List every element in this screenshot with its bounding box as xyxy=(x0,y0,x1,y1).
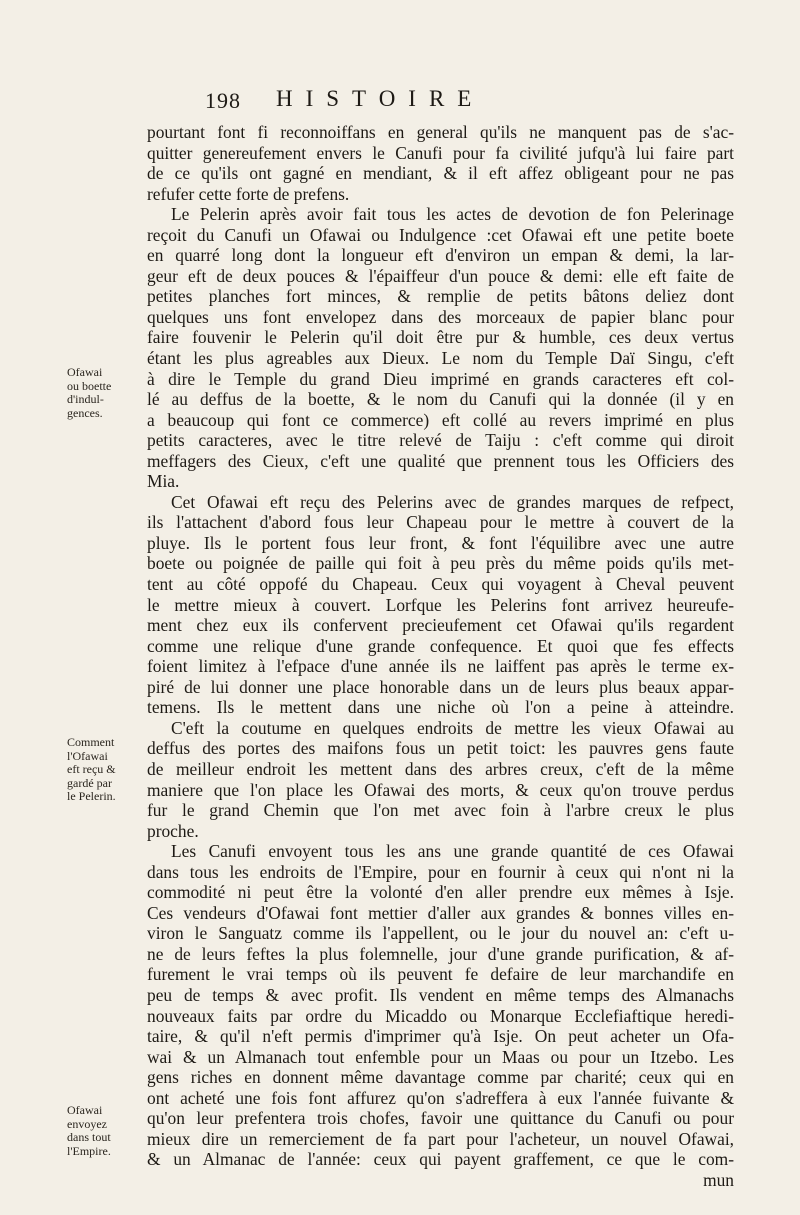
text-line: maniere que l'on place les Ofawai des morts, & ceux qu'on trouve perdus xyxy=(147,779,734,800)
page-number: 198 xyxy=(205,88,241,113)
text-line: faire fouvenir le Pelerin qu'il doit être pur & humble, ces deux vertus xyxy=(147,327,734,348)
text-line: Mia. xyxy=(147,471,180,492)
text-line: deffus des portes des maifons fous un petit toict: les pauvres gens faute xyxy=(147,738,734,759)
margin-note-line: gences. xyxy=(67,405,103,420)
text-line: à dire le Temple du grand Dieu imprimé en grands caracteres eft col- xyxy=(147,368,734,389)
margin-note-line: d'indul- xyxy=(67,392,104,406)
margin-note-line: Comment xyxy=(67,735,115,749)
text-line: mun xyxy=(703,1169,734,1190)
text-line: foient limitez à l'efpace d'une année ils ne laiffent pas après le terme ex- xyxy=(147,656,734,677)
margin-note-line: le Pelerin. xyxy=(67,789,116,803)
text-line: fur le grand Chemin que l'on met avec foin à l'arbre creux le plus xyxy=(147,800,734,821)
text-line: comme une relique d'une grande confequence. Et quoi que fes effects xyxy=(147,635,734,656)
text-line: piré de lui donner une place honorable dans un de leurs plus beaux appar- xyxy=(147,676,734,697)
margin-note-comment xyxy=(67,736,142,804)
text-line: petites planches fort minces, & remplie de petits bâtons deliez dont xyxy=(147,286,734,307)
text-line: Cet Ofawai eft reçu des Pelerins avec de grandes marques de refpect, xyxy=(171,491,734,512)
text-line: mieux dire un remerciement de fa part pour l'acheteur, un nouvel Ofawai, xyxy=(147,1128,734,1149)
text-line: nouveaux faits par ordre du Micaddo ou Monarque Ecclefiaftique heredi- xyxy=(147,1005,734,1026)
text-line: proche. xyxy=(147,820,199,841)
text-line: le mettre mieux à couvert. Lorfque les Pelerins font arrivez heureufe- xyxy=(147,594,734,615)
text-line: commodité ni peut être la volonté d'en aller prendre eux mêmes à Isje. xyxy=(147,882,734,903)
margin-note-ofawai xyxy=(67,366,142,420)
margin-note-line: l'Empire. xyxy=(67,1143,111,1158)
margin-note-line: gardé par xyxy=(67,775,112,790)
text-line: en quarré long dont la longueur eft d'environ un empan & demi, la lar- xyxy=(147,245,734,266)
text-line: quitter genereufement envers le Canufi pour fa civilité jufqu'à lui faire part xyxy=(147,142,734,163)
margin-note-line: envoyez xyxy=(67,1116,107,1131)
text-line: pluye. Ils le portent fous leur front, & font l'équilibre avec une autre xyxy=(147,532,734,553)
text-line: geur eft de deux pouces & l'épaiffeur d'un pouce & demi: elle eft faite de xyxy=(147,265,734,286)
text-line: petits caracteres, avec le titre relevé de Taiju : c'eft comme qui diroit xyxy=(147,430,734,451)
text-line: lé au deffus de la boette, & le nom du Canufi qui la donnée (il y en xyxy=(147,389,734,410)
text-line: refufer cette forte de prefens. xyxy=(147,183,350,204)
running-header xyxy=(0,88,800,118)
margin-note-line: Ofawai xyxy=(67,365,103,379)
running-title: HISTOIRE xyxy=(276,86,485,111)
text-line: & un Almanac de l'année: ceux qui payent graffement, ce que le com- xyxy=(147,1149,734,1170)
margin-note-line: Ofawai xyxy=(67,1103,103,1117)
text-line: reçoit du Canufi un Ofawai ou Indulgence :cet Ofawai eft une petite boete xyxy=(147,224,734,245)
text-line: peu de temps & avec profit. Ils vendent en même temps des Almanachs xyxy=(147,984,734,1005)
text-line: dans tous les endroits de l'Empire, pour en fournir à ceux qui n'ont ni la xyxy=(147,861,734,882)
text-line: boete ou poignée de paille qui foit à peu près du même poids qu'ils met- xyxy=(147,553,734,574)
text-line: a beaucoup qui font ce commerce) eft collé au revers imprimé en plus xyxy=(147,409,734,430)
margin-note-line: l'Ofawai xyxy=(67,748,108,763)
margin-note-line: eft reçu & xyxy=(67,762,116,776)
text-line: furement le vrai temps où ils peuvent fe defaire de leur marchandife en xyxy=(147,964,734,985)
margin-note-line: ou boette xyxy=(67,378,112,393)
margin-note-line: dans tout xyxy=(67,1130,111,1144)
body-text xyxy=(147,122,734,1190)
text-line: Le Pelerin après avoir fait tous les actes de devotion de fon Pelerinage xyxy=(171,204,734,225)
text-line: temens. Ils le mettent dans une niche où l'on a peine à atteindre. xyxy=(147,697,734,718)
text-line: qu'on leur prefentera trois chofes, favoir une quittance du Canufi ou pour xyxy=(147,1108,734,1129)
text-line: ment chez eux ils confervent precieufement cet Ofawai qu'ils regardent xyxy=(147,615,734,636)
text-line: étant les plus agreables aux Dieux. Le nom du Temple Daï Singu, c'eft xyxy=(147,348,734,369)
text-line: meffagers des Cieux, c'eft une qualité que prennent tous les Officiers des xyxy=(147,450,734,471)
text-line: pourtant font fi reconnoiffans en general qu'ils ne manquent pas de s'ac- xyxy=(147,122,734,142)
text-line: quelques uns font envelopez dans des morceaux de papier blanc pour xyxy=(147,306,734,327)
text-line: Les Canufi envoyent tous les ans une grande quantité de ces Ofawai xyxy=(171,841,734,862)
text-line: ne de leurs feftes la plus folemnelle, jour d'une grande purification, & af- xyxy=(147,943,734,964)
text-line: tent au côté oppofé du Chapeau. Ceux qui voyagent à Cheval peuvent xyxy=(147,574,734,595)
text-line: wai & un Almanach tout enfemble pour un Maas ou pour un Itzebo. Les xyxy=(147,1046,734,1067)
text-line: viron le Sanguatz comme ils l'appellent, ou le jour du nouvel an: c'eft u- xyxy=(147,923,734,944)
text-line: Ces vendeurs d'Ofawai font mettier d'aller aux grandes & bonnes villes en- xyxy=(147,902,734,923)
margin-note-envoyez xyxy=(67,1104,142,1158)
text-line: ont acheté une fois font affurez qu'on s'adreffera à eux l'année fuivante & xyxy=(147,1087,734,1108)
text-line: C'eft la coutume en quelques endroits de mettre les vieux Ofawai au xyxy=(171,717,734,738)
text-line: de meilleur endroit les mettent dans des arbres creux, c'eft de la même xyxy=(147,758,734,779)
text-line: gens riches en donnent même davantage comme par charité; ceux qui en xyxy=(147,1067,734,1088)
text-line: taire, & qu'il n'eft permis d'imprimer qu'à Isje. On peut acheter un Ofa- xyxy=(147,1026,734,1047)
text-line: de ce qu'ils ont gagné en mendiant, & il eft affez obligeant pour ne pas xyxy=(147,163,734,184)
text-line: ils l'attachent d'abord fous leur Chapeau pour le mettre à couvert de la xyxy=(147,512,734,533)
